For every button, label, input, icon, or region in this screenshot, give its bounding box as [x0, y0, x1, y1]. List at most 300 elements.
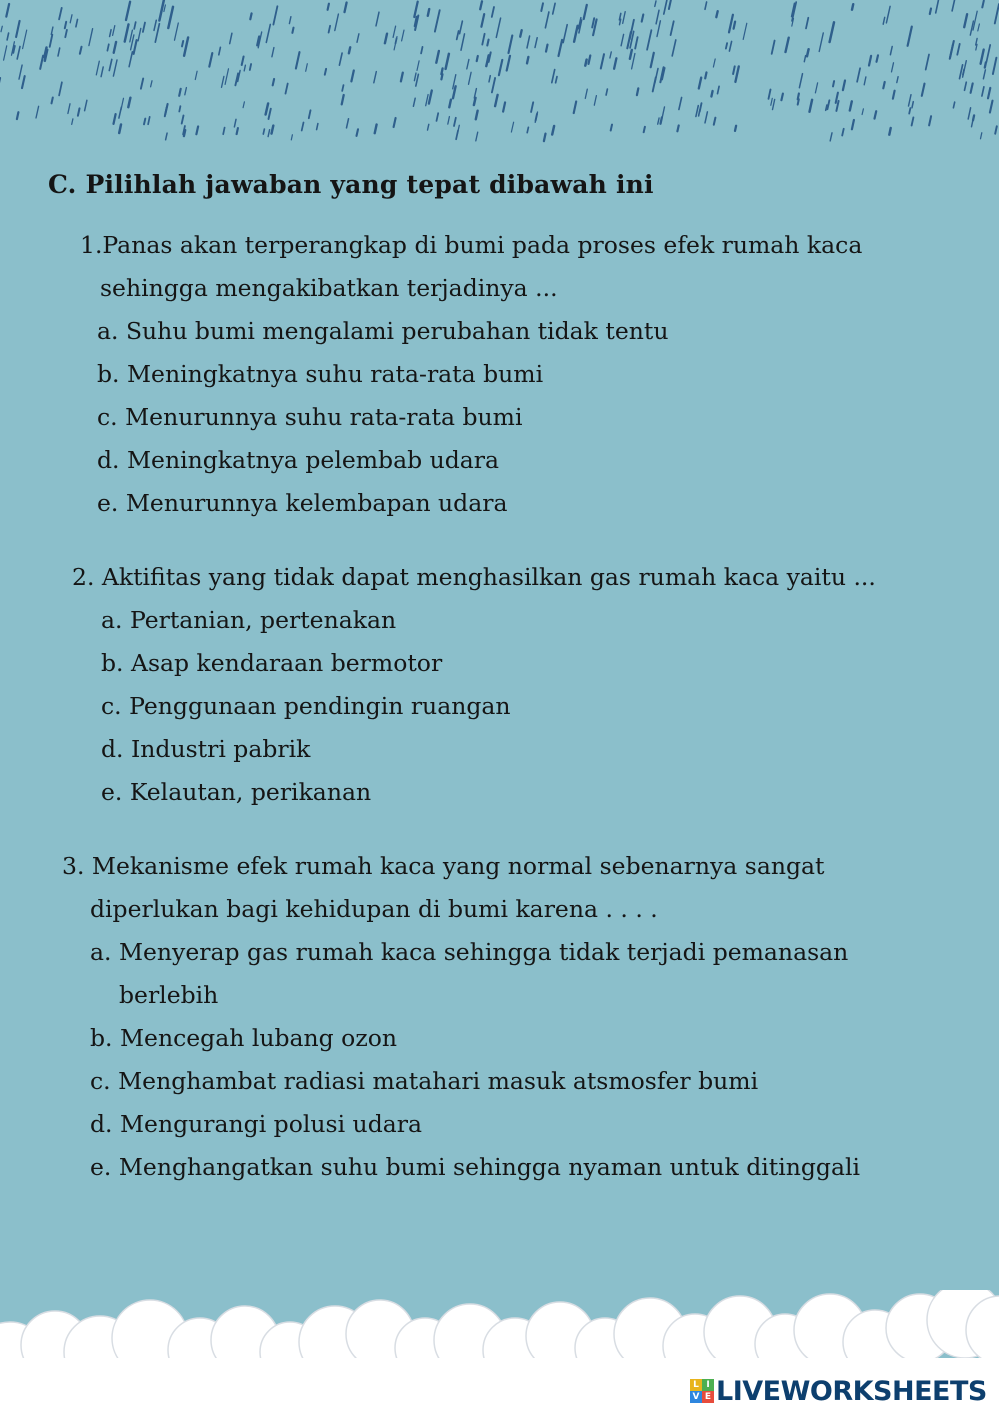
raindrop	[476, 111, 478, 120]
raindrop	[85, 100, 87, 110]
raindrop	[143, 23, 145, 32]
raindrop	[864, 77, 866, 85]
raindrop	[986, 45, 990, 62]
raindrop	[699, 78, 701, 89]
raindrop	[983, 70, 985, 79]
raindrop	[309, 110, 311, 118]
raindrop	[394, 118, 396, 127]
raindrop	[164, 5, 166, 12]
raindrop	[833, 81, 834, 86]
raindrop	[869, 56, 871, 66]
raindrop	[964, 14, 967, 27]
raindrop	[536, 114, 537, 121]
raindrop	[291, 135, 292, 140]
raindrop	[804, 56, 805, 62]
raindrop	[266, 104, 269, 115]
raindrop	[58, 48, 60, 56]
raindrop	[19, 65, 22, 79]
raindrop	[862, 109, 863, 115]
raindrop	[72, 119, 73, 125]
raindrop	[17, 112, 19, 119]
raindrop	[574, 102, 577, 114]
raindrop	[454, 118, 456, 126]
raindrop	[953, 102, 954, 108]
raindrop	[735, 66, 738, 82]
raindrop	[729, 15, 733, 33]
raindrop	[743, 23, 747, 39]
raindrop	[852, 120, 854, 129]
raindrop	[59, 82, 62, 95]
raindrop	[614, 58, 616, 68]
question-1-option-b[interactable]: b. Meningkatnya suhu rata-rata bumi	[97, 360, 544, 388]
raindrop	[718, 86, 720, 93]
raindrop	[806, 18, 808, 29]
raindrop	[714, 118, 716, 125]
question-1-option-c[interactable]: c. Menurunnya suhu rata-rata bumi	[97, 403, 523, 431]
raindrop	[125, 24, 129, 41]
raindrop	[850, 101, 852, 110]
raindrop	[449, 100, 451, 108]
raindrop	[179, 89, 181, 96]
logo-mark-icon	[690, 1379, 714, 1403]
raindrop	[655, 1, 656, 6]
raindrop	[993, 58, 997, 74]
raindrop	[637, 88, 638, 95]
raindrop	[89, 29, 93, 46]
raindrop	[148, 117, 150, 125]
raindrop	[230, 33, 232, 43]
raindrop	[585, 60, 586, 66]
raindrop	[893, 91, 895, 99]
raindrop	[594, 96, 596, 106]
raindrop	[733, 66, 735, 74]
raindrop	[531, 102, 533, 112]
raindrop	[978, 24, 980, 31]
raindrop	[272, 126, 274, 134]
raindrop	[957, 44, 959, 55]
raindrop	[963, 61, 967, 77]
raindrop	[80, 47, 82, 54]
raindrop	[651, 53, 654, 67]
question-3-stem-line-1: 3. Mekanisme efek rumah kaca yang normal sebenarnya sangat	[62, 852, 825, 880]
raindrop	[883, 17, 885, 24]
raindrop	[129, 52, 132, 67]
raindrop	[182, 116, 184, 124]
logo-mark-letter: L	[690, 1379, 702, 1391]
raindrop	[457, 31, 459, 39]
raindrop	[610, 52, 611, 58]
raindrop	[244, 65, 245, 71]
raindrop	[656, 10, 659, 23]
raindrop	[223, 128, 224, 135]
raindrop	[428, 9, 429, 16]
raindrop	[222, 76, 224, 87]
raindrop	[657, 21, 660, 37]
raindrop	[68, 104, 70, 114]
raindrop	[126, 2, 130, 20]
raindrop	[429, 91, 432, 104]
raindrop	[520, 30, 522, 37]
question-3-option-d[interactable]: d. Mengurangi polusi udara	[90, 1110, 422, 1138]
raindrop	[661, 117, 662, 123]
raindrop	[890, 47, 892, 55]
raindrop	[185, 88, 187, 95]
raindrop	[713, 59, 715, 67]
raindrop	[601, 54, 604, 68]
raindrop	[492, 78, 495, 92]
raindrop	[985, 62, 986, 67]
raindrop	[477, 56, 478, 61]
raindrop	[930, 9, 931, 15]
raindrop	[716, 11, 717, 17]
raindrop	[428, 124, 429, 130]
question-3-option-a-continued[interactable]: berlebih	[119, 981, 219, 1009]
raindrop	[968, 108, 970, 119]
raindrop	[981, 50, 984, 64]
raindrop	[22, 76, 25, 88]
section-title: C. Pilihlah jawaban yang tepat dibawah ini	[48, 170, 654, 199]
raindrop	[414, 73, 416, 81]
raindrop	[342, 85, 343, 91]
raindrop	[487, 40, 488, 46]
raindrop	[272, 48, 274, 57]
raindrop	[250, 13, 251, 19]
raindrop	[413, 98, 415, 106]
raindrop	[134, 40, 137, 54]
question-2-stem: 2. Aktifitas yang tidak dapat menghasilkan gas rumah kaca yaitu ...	[72, 563, 876, 591]
question-3-option-e[interactable]: e. Menghangatkan suhu bumi sehingga nyaman untuk ditinggali	[90, 1153, 860, 1181]
raindrop	[662, 107, 664, 117]
raindrop	[476, 132, 478, 141]
raindrop	[499, 60, 502, 75]
raindrop	[574, 26, 578, 42]
raindrop	[219, 47, 221, 55]
raindrop	[467, 60, 469, 69]
raindrop	[852, 4, 853, 10]
logo-mark-letter: V	[690, 1391, 702, 1403]
raindrop	[492, 7, 494, 17]
raindrop	[289, 17, 291, 24]
raindrop	[59, 8, 62, 19]
raindrop	[335, 14, 339, 30]
raindrop	[40, 56, 43, 69]
raindrop	[672, 40, 676, 56]
raindrop	[175, 23, 179, 40]
raindrop	[65, 22, 66, 29]
raindrop	[306, 64, 308, 72]
logo-mark-letter: E	[702, 1391, 714, 1403]
liveworksheets-logo[interactable]	[690, 1375, 987, 1407]
raindrop	[345, 3, 347, 13]
raindrop	[154, 20, 156, 30]
raindrop	[527, 127, 528, 132]
raindrop	[563, 25, 567, 43]
raindrop	[511, 122, 513, 132]
raindrop	[184, 38, 188, 56]
raindrop	[990, 101, 993, 113]
raindrop	[349, 47, 350, 53]
raindrop	[128, 98, 130, 108]
raindrop	[669, 0, 671, 9]
raindrop	[159, 0, 163, 20]
raindrop	[107, 44, 108, 50]
question-3-stem-line-2: diperlukan bagi kehidupan di bumi karena . . . .	[90, 895, 658, 923]
question-2-option-a[interactable]: a. Pertanian, pertenakan	[101, 606, 397, 634]
raindrop	[16, 21, 20, 37]
raindrop	[810, 100, 813, 112]
raindrop	[541, 3, 543, 11]
raindrop	[141, 79, 143, 89]
question-1-stem-line-1: 1.Panas akan terperangkap di bumi pada proses efek rumah kaca	[80, 231, 863, 259]
raindrop	[509, 36, 513, 54]
question-3-option-b[interactable]: b. Mencegah lubang ozon	[90, 1024, 397, 1052]
raindrop	[705, 2, 707, 9]
raindrop	[886, 6, 890, 23]
raindrop	[435, 10, 440, 31]
raindrop	[495, 95, 498, 106]
raindrop	[842, 129, 844, 136]
question-3-option-a[interactable]: a. Menyerap gas rumah kaca sehingga tidak terjadi pemanasan	[90, 938, 849, 966]
raindrop	[705, 112, 707, 123]
raindrop	[417, 61, 419, 71]
question-2-option-c[interactable]: c. Penggunaan pendingin ruangan	[101, 692, 511, 720]
raindrop	[995, 126, 997, 133]
raindrop	[507, 56, 510, 71]
raindrop	[699, 110, 700, 116]
raindrop	[292, 28, 293, 33]
raindrop	[830, 22, 834, 42]
raindrop	[17, 47, 20, 60]
raindrop	[7, 33, 9, 40]
raindrop	[773, 99, 775, 109]
raindrop	[552, 70, 555, 83]
question-1-stem-line-2: sehingga mengakibatkan terjadinya ...	[100, 274, 558, 302]
raindrop	[339, 53, 342, 65]
raindrop	[481, 14, 484, 27]
raindrop	[109, 59, 112, 70]
raindrop	[786, 38, 789, 52]
raindrop	[458, 125, 460, 133]
raindrop	[585, 89, 587, 98]
raindrop	[535, 38, 537, 48]
raindrop	[635, 37, 637, 48]
raindrop	[234, 119, 236, 127]
raindrop	[965, 82, 967, 90]
raindrop	[480, 1, 482, 9]
raindrop	[460, 21, 463, 34]
raindrop	[815, 83, 817, 93]
raindrop	[269, 109, 271, 119]
raindrop	[385, 34, 387, 44]
raindrop	[982, 87, 984, 96]
raindrop	[611, 125, 612, 131]
raindrop	[559, 40, 563, 56]
raindrop	[857, 68, 860, 82]
raindrop	[263, 129, 264, 134]
raindrop	[242, 57, 244, 66]
raindrop	[781, 94, 783, 101]
raindrop	[909, 108, 910, 114]
raindrop	[357, 34, 359, 43]
raindrop	[52, 98, 53, 104]
raindrop	[799, 74, 802, 88]
raindrop	[286, 84, 288, 94]
raindrop	[416, 74, 419, 86]
raindrop	[912, 117, 914, 125]
raindrop	[461, 34, 465, 50]
raindrop	[347, 119, 349, 128]
question-1-option-d[interactable]: d. Meningkatnya pelembab udara	[97, 446, 500, 474]
raindrop	[584, 5, 587, 19]
raindrop	[325, 69, 326, 75]
raindrop	[621, 34, 624, 45]
raindrop	[165, 104, 167, 114]
raindrop	[448, 117, 450, 125]
raindrop	[351, 71, 353, 82]
raindrop	[630, 50, 632, 59]
raindrop	[134, 22, 136, 29]
raindrop	[912, 102, 913, 108]
raindrop	[671, 21, 674, 35]
raindrop	[414, 2, 417, 17]
raindrop	[705, 72, 706, 78]
raindrop	[482, 34, 484, 45]
raindrop	[982, 1, 984, 8]
raindrop	[393, 26, 396, 37]
logo-mark-letter: I	[702, 1379, 714, 1391]
raindrop	[972, 121, 973, 127]
raindrop	[556, 77, 557, 83]
raindrop	[952, 0, 954, 11]
raindrop	[101, 67, 103, 77]
raindrop	[469, 72, 472, 84]
question-2-option-b[interactable]: b. Asap kendaraan bermotor	[101, 649, 443, 677]
raindrop	[237, 128, 238, 134]
raindrop	[113, 60, 117, 76]
raindrop	[973, 115, 974, 120]
raindrop	[401, 73, 403, 82]
raindrop	[243, 102, 244, 108]
raindrop	[971, 83, 973, 92]
raindrop	[110, 30, 112, 37]
raindrop	[843, 81, 845, 91]
raindrop	[908, 27, 912, 46]
rain-decoration	[0, 0, 999, 150]
raindrop	[988, 88, 990, 98]
raindrop	[196, 127, 198, 135]
raindrop	[647, 30, 651, 50]
raindrop	[144, 119, 145, 125]
raindrop	[644, 127, 645, 132]
raindrop	[296, 52, 300, 68]
raindrop	[6, 4, 9, 17]
raindrop	[329, 26, 331, 33]
raindrop	[23, 30, 27, 48]
raindrop	[441, 74, 442, 79]
raindrop	[273, 79, 274, 85]
question-2-option-e[interactable]: e. Kelautan, perikanan	[101, 778, 372, 806]
raindrop	[827, 100, 829, 109]
raindrop	[995, 4, 999, 23]
question-1-option-a[interactable]: a. Suhu bumi mengalami perubahan tidak tentu	[97, 317, 669, 345]
raindrop	[155, 24, 159, 43]
raindrop	[711, 91, 712, 97]
raindrop	[113, 26, 115, 36]
raindrop	[266, 24, 270, 42]
raindrop	[696, 106, 698, 117]
question-2-option-d[interactable]: d. Industri pabrik	[101, 735, 311, 763]
raindrop	[807, 49, 809, 56]
raindrop	[679, 98, 682, 110]
raindrop	[421, 47, 422, 54]
raindrop	[268, 130, 270, 137]
raindrop	[677, 126, 678, 132]
raindrop	[592, 18, 594, 27]
raindrop	[426, 95, 428, 106]
raindrop	[121, 98, 124, 110]
raindrop	[119, 125, 121, 134]
raindrop	[209, 53, 212, 67]
raindrop	[769, 90, 771, 99]
raindrop	[642, 15, 644, 22]
raindrop	[496, 18, 500, 37]
raindrop	[981, 133, 982, 139]
raindrop	[606, 89, 607, 95]
raindrop	[527, 36, 530, 48]
raindrop	[179, 106, 180, 111]
question-1-option-e[interactable]: e. Menurunnya kelembapan udara	[97, 489, 508, 517]
raindrop	[130, 30, 133, 42]
raindrop	[589, 56, 591, 64]
raindrop	[317, 124, 318, 130]
question-3-option-c[interactable]: c. Menghambat radiasi matahari masuk atsmosfer bumi	[90, 1067, 759, 1095]
raindrop	[446, 54, 449, 69]
raindrop	[664, 0, 667, 14]
raindrop	[402, 30, 404, 41]
raindrop	[922, 84, 925, 96]
raindrop	[437, 113, 439, 121]
raindrop	[623, 12, 626, 24]
raindrop	[250, 64, 251, 70]
raindrop	[394, 37, 397, 50]
raindrop	[4, 46, 7, 60]
raindrop	[632, 54, 635, 69]
raindrop	[78, 108, 80, 115]
raindrop	[726, 43, 727, 48]
raindrop	[553, 3, 555, 14]
raindrop	[70, 15, 72, 23]
raindrop	[877, 55, 879, 62]
raindrop	[875, 111, 877, 118]
raindrop	[734, 22, 736, 29]
raindrop	[96, 61, 99, 75]
raindrop	[658, 118, 659, 124]
raindrop	[36, 106, 39, 118]
raindrop	[114, 42, 116, 53]
raindrop	[546, 45, 548, 52]
raindrop	[114, 114, 116, 124]
raindrop	[328, 4, 329, 10]
raindrop	[182, 41, 183, 46]
raindrop	[798, 99, 799, 104]
raindrop	[76, 19, 78, 26]
raindrop	[235, 73, 238, 85]
raindrop	[374, 72, 377, 83]
raindrop	[936, 0, 939, 13]
raindrop	[819, 33, 823, 52]
raindrop	[926, 55, 929, 70]
raindrop	[65, 30, 67, 37]
